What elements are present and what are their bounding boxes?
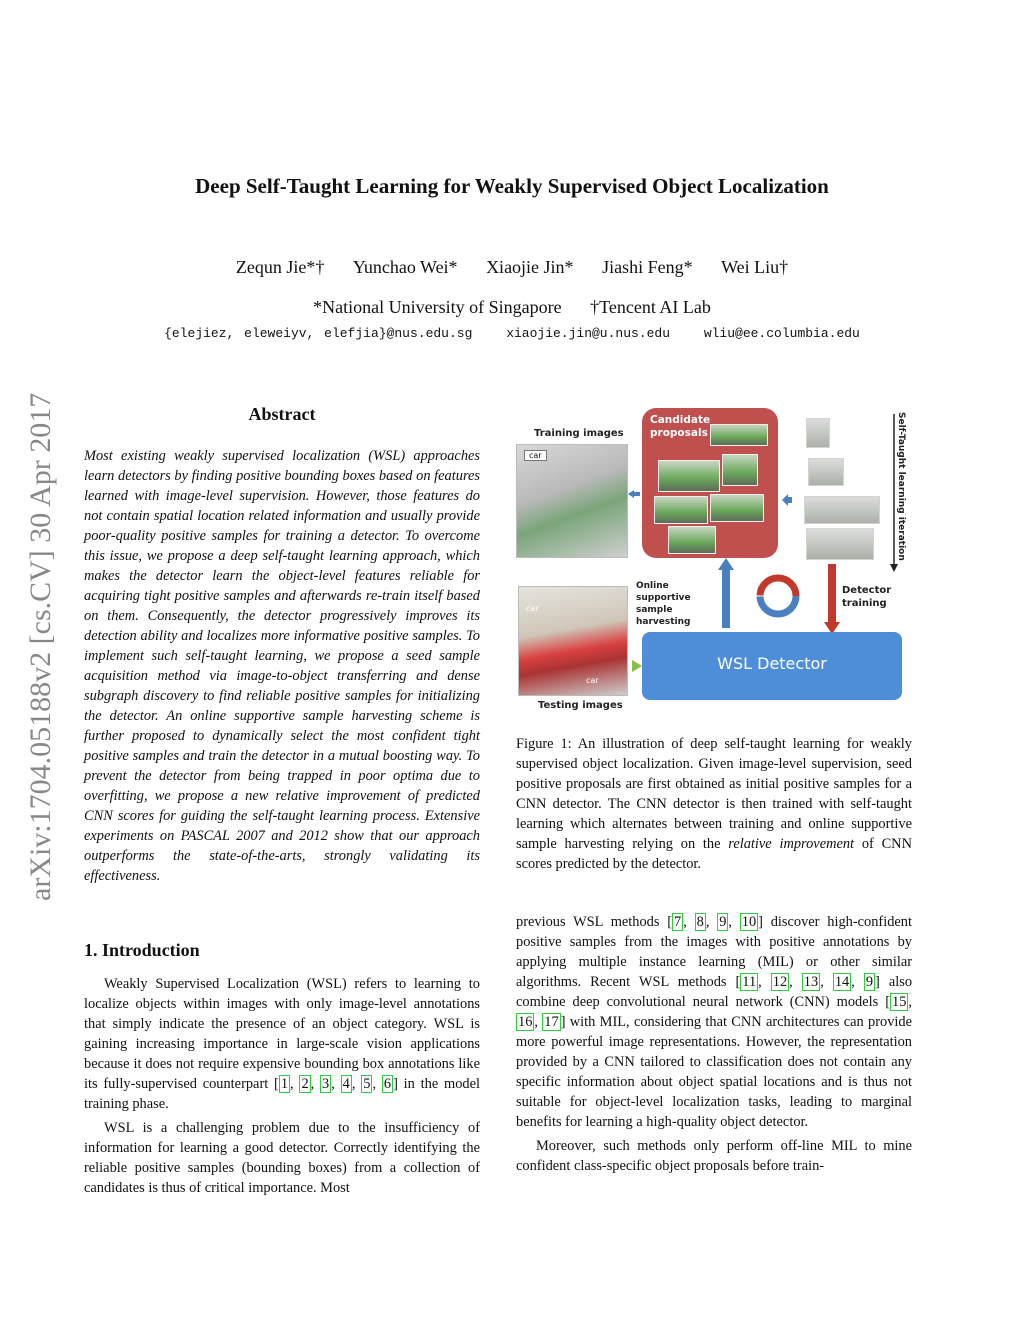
author: Wei Liu† [721, 257, 789, 277]
email: {elejiez, eleweiyv, elefjia}@nus.edu.sg [164, 326, 473, 341]
arrow-icon [828, 564, 836, 622]
arrow-icon [632, 660, 642, 672]
email: xiaojie.jin@u.nus.edu [506, 326, 671, 341]
citation-link[interactable]: 9 [865, 974, 874, 990]
abstract-heading: Abstract [248, 404, 316, 424]
car-tag: car [586, 676, 599, 685]
arxiv-identifier: arXiv:1704.05188v2 [cs.CV] 30 Apr 2017 [24, 392, 57, 902]
author: Zequn Jie*† [235, 257, 325, 277]
section-heading: 1. Introduction [84, 940, 200, 960]
paragraph: WSL is a challenging problem due to the insufficiency of information for learning a good detector. Correctly identifying the reliable positive samples (bounding boxes) from a collection of candidates is thus of critical importance. Most [84, 1120, 480, 1196]
car-tag: car [524, 450, 547, 461]
harvested-sample [806, 418, 830, 448]
affiliation: †Tencent AI Lab [590, 297, 711, 317]
citation-link[interactable]: 11 [742, 974, 757, 990]
wsl-detector-label: WSL Detector [717, 654, 827, 673]
affiliation: *National University of Singapore [313, 297, 562, 317]
car-tag: car [526, 604, 539, 613]
citation-link[interactable]: 5 [363, 1076, 371, 1092]
citation-link[interactable]: 2 [301, 1076, 309, 1092]
affiliations [0, 297, 1024, 318]
candidate-proposals-label: Candidate proposals [650, 414, 711, 439]
arrow-icon [890, 564, 898, 572]
citation-link[interactable]: 10 [741, 914, 757, 930]
citation-link[interactable]: 14 [834, 974, 850, 990]
harvested-sample [804, 496, 880, 524]
citation-link[interactable]: 13 [803, 974, 819, 990]
citation-link[interactable]: 6 [383, 1076, 392, 1092]
citation-link[interactable]: 17 [544, 1014, 559, 1030]
testing-image [518, 586, 628, 696]
citation-link[interactable]: 8 [696, 914, 704, 930]
emails [0, 326, 1024, 341]
arrow-icon [718, 558, 734, 570]
training-images-label: Training images [534, 428, 624, 439]
self-taught-iteration-label: Self-Taught learning iteration [896, 412, 906, 561]
citation-link[interactable]: 16 [518, 1014, 533, 1030]
paragraph: previous WSL methods [ 7 , 8 , 9 , 10 ] discover high-confident positive samples from the images with positive annotations by applying multiple instance learning (MIL) or other similar algorithms. Recent WSL methods [ 11 , 12 , 13 , 14 , 9 ] also combine deep convolutional neural network (CNN) models [ 15 , 16 , 17 ] with MIL, considering that CNN architectures can provide more powerful image representations. However, the representation provided by a CNN tailored to classification does not contain any specific information about object spatial locations and is thus not suitable for object-level localization tasks, leading to marginal benefits for learning a high-quality object detector. [516, 914, 913, 1130]
citation-link[interactable]: 3 [322, 1076, 330, 1092]
email: wliu@ee.columbia.edu [703, 326, 860, 341]
abstract-text: Most existing weakly supervised localization (WSL) approaches learn detectors by finding positive bounding boxes based on features learned with image-level supervision. However, those features do not contain spatial location related information and usually provide poor-quality positive samples for training a detector. To overcome this issue, we propose a deep self-taught learning approach, which makes the detector learn the object-level features reliable for acquiring tight positive samples and afterwards re-train itself based on them. Consequently, the detector progressively improves its detection ability and localizes more informative positive samples. To implement such self-taught learning, we propose a seed sample acquisition method via image-to-object transferring and dense subgraph discovery to find reliable positive samples for initializing the detector. An online supportive sample harvesting scheme is further proposed to dynamically select the most confident tight positive samples and train the detector in a mutual boosting way. To prevent the detector from being trapped in poor optima due to overfitting, we propose a new relative improvement of predicted CNN scores for guiding the self-taught learning process. Extensive experiments on PASCAL 2007 and 2012 show that our approach outperforms the state-of-the-arts, strongly validating its effectiveness. [84, 448, 480, 884]
author: Xiaojie Jin* [486, 257, 574, 277]
author: Jiashi Feng* [602, 257, 693, 277]
intro-text [84, 974, 480, 1202]
arrow-icon [782, 494, 792, 506]
wsl-detector-box [642, 632, 902, 700]
citation-link[interactable]: 7 [674, 914, 682, 930]
arrow-icon [628, 490, 640, 498]
author: Yunchao Wei* [352, 257, 458, 277]
figure-illustration [516, 404, 912, 716]
citation-link[interactable]: 12 [772, 974, 788, 990]
paragraph: Moreover, such methods only perform off-line MIL to mine confident class-specific object proposals before train- [516, 1138, 912, 1174]
harvested-sample [806, 528, 874, 560]
testing-images-label: Testing images [538, 700, 623, 711]
paragraph: Weakly Supervised Localization (WSL) refers to learning to localize objects within images with only image-level annotations that simply indicate the presence of an object category. WSL is gaining increasing importance in large-scale vision applications because it does not require expensive bounding box annotations like its fully-supervised counterpart [ 1 , 2 , 3 , 4 , 5 , 6 ] in the model training phase. [84, 976, 481, 1112]
figure-caption: Figure 1: An illustration of deep self-taught learning for weakly supervised object localization. Given image-level supervision, seed positive proposals are first obtained as initial positive samples for a CNN detector. The CNN detector is then trained with self-taught learning which alternates between training and online supportive sample harvesting relying on the relative improvement of CNN scores predicted by the detector. [516, 736, 912, 872]
author-list [0, 257, 1024, 278]
detector-training-label: Detector training [842, 585, 892, 609]
citation-link[interactable]: 15 [892, 994, 907, 1010]
right-column-text [516, 912, 912, 1180]
harvested-sample [808, 458, 844, 486]
citation-link[interactable]: 1 [280, 1076, 289, 1092]
citation-link[interactable]: 9 [719, 914, 727, 930]
citation-link[interactable]: 4 [342, 1076, 350, 1092]
online-harvesting-label: Online supportive sample harvesting [636, 581, 691, 627]
paper-title: Deep Self-Taught Learning for Weakly Supervised Object Localization [195, 174, 829, 198]
